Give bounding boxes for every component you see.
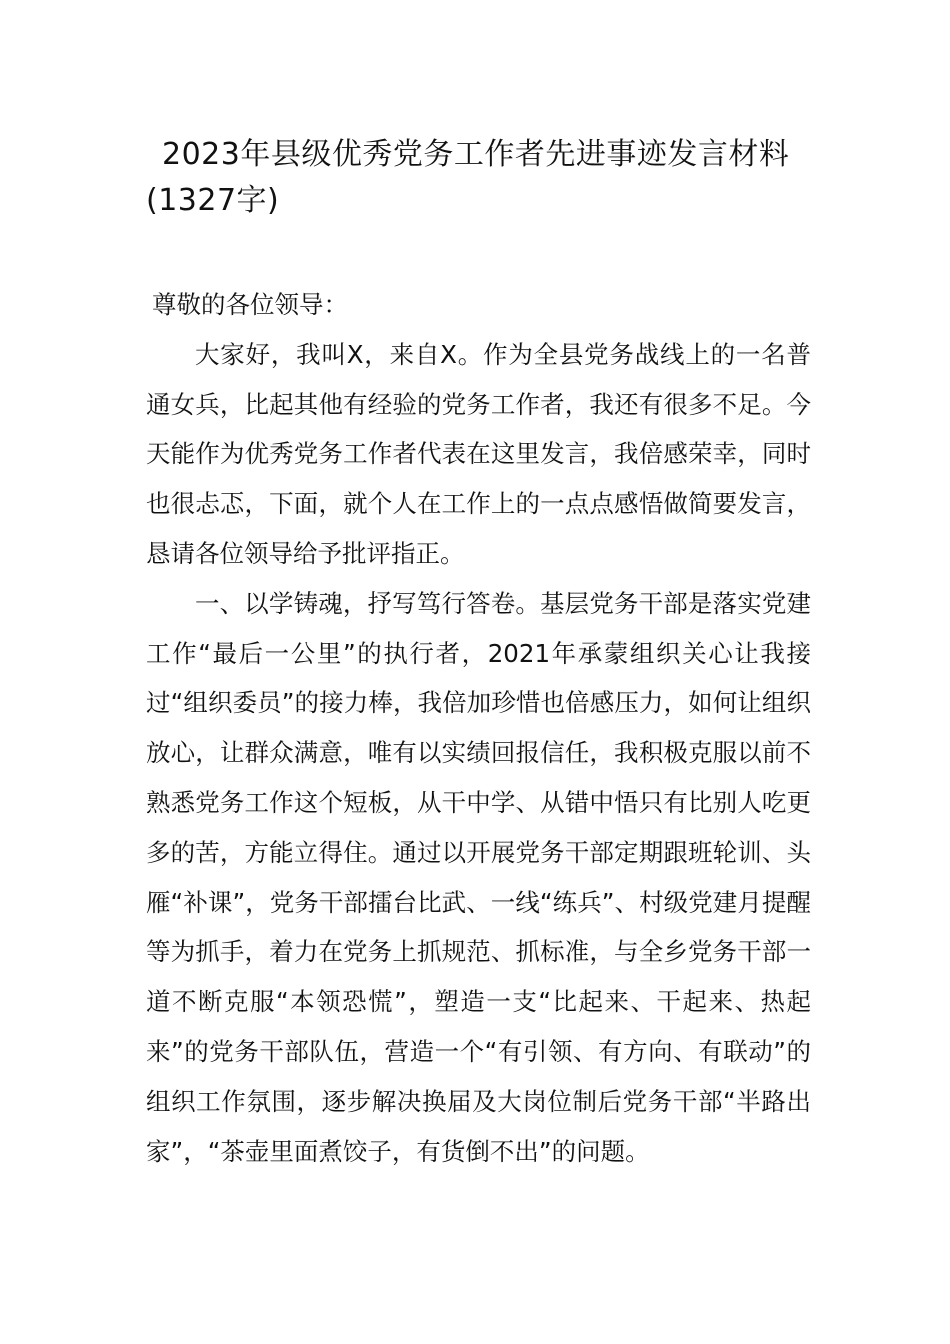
salutation: 尊敬的各位领导： xyxy=(152,290,348,319)
paragraph-intro: 大家好，我叫X，来自X。作为全县党务战线上的一名普通女兵，比起其他有经验的党务工作者，我还有很多不足。今天能作为优秀党务工作者代表在这里发言，我倍感荣幸，同时也很忐忑，下面，就个人在工作上的一点点感悟做简要发言，恳请各位领导给予批评指正。 xyxy=(146,339,811,568)
document-body xyxy=(146,280,811,1176)
document-title: 2023年县级优秀党务工作者先进事迹发言材料(1327字) xyxy=(146,137,790,218)
paragraph-section-one: 一、以学铸魂，抒写笃行答卷。基层党务干部是落实党建工作“最后一公里”的执行者，2021年承蒙组织关心让我接过“组织委员”的接力棒，我倍加珍惜也倍感压力，如何让组织放心，让群众满意，唯有以实绩回报信任，我积极克服以前不熟悉党务工作这个短板，从干中学、从错中悟只有比别人吃更多的苦，方能立得住。通过以开展党务干部定期跟班轮训、头雁“补课”，党务干部擂台比武、一线“练兵”、村级党建月提醒等为抓手，着力在党务上抓规范、抓标准，与全乡党务干部一道不断克服“本领恐慌”，塑造一支“比起来、干起来、热起来”的党务干部队伍，营造一个“有引领、有方向、有联动”的组织工作氛围，逐步解决换届及大岗位制后党务干部“半路出家”，“茶壶里面煮饺子，有货倒不出”的问题。 xyxy=(146,588,811,1166)
